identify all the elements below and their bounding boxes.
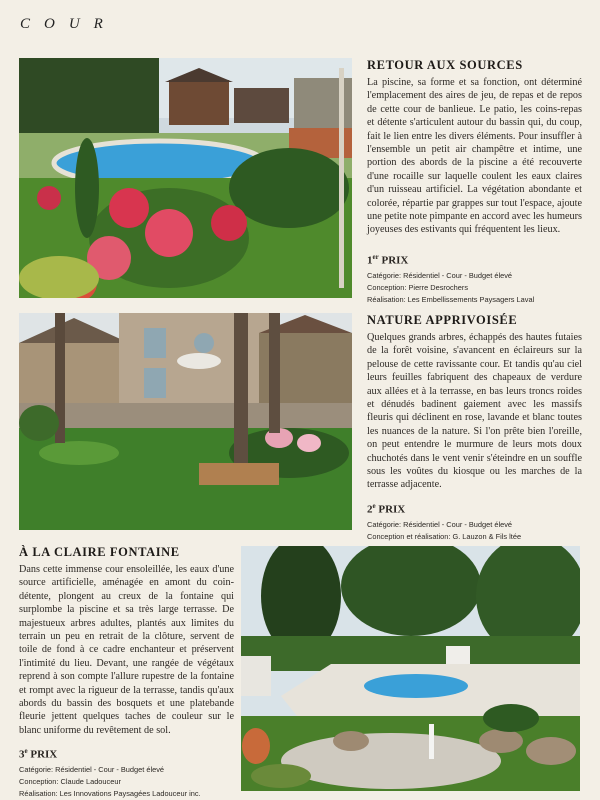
article-title: À LA CLAIRE FONTAINE: [19, 545, 180, 559]
credit-realisation: Réalisation: Les Innovations Paysagées Ladouceur inc.: [19, 788, 201, 798]
prize-category: Catégorie: Résidentiel - Cour - Budget élevé: [367, 270, 513, 280]
prize-category: Catégorie: Résidentiel - Cour - Budget élevé: [19, 764, 165, 774]
article-body: Quelques grands arbres, échappés des hautes futaies de la forêt voisine, s'avancent en éclaireurs sur la pelouse de cette ravissante cour. Et tandis qu'au ciel leurs feuilles fabriquent des chapeaux de verdure aux allées et à la terrasse, en bas leurs troncs roides et dénudés badinent gaiement avec les massifs fleuris qui déclinent en rose, lavande et blanc toutes les nuances de la nature. Si l'on prête bien l'oreille, on peut entendre le murmure de leurs mots doux chuchotés dans le vent venir s'éteindre en un souffle sous les voûtes du kiosque ou les marches de la terrasse adjacente.: [367, 332, 582, 491]
prize-label: 1er PRIX: [367, 252, 409, 267]
article-body: La piscine, sa forme et sa fonction, ont déterminé l'emplacement des aires de jeu, de repas et de repos de cette cour de banlieue. Le patio, les coins-repas et détente s'articulent autour du bassin qui, du coup, fait le lien entre les divers éléments. Pour insuffler à l'ensemble un petit air champêtre et intime, une portion des abords de la piscine a été recouverte d'une rocaille sur laquelle coulent les eaux claires d'un ruisseau artificiel. La végétation abondante et colorée, répartie par grappes sur tout l'espace, ajoute une petite note pimpante en accord avec les humeurs joyeuses des estivants qui fréquentent les lieux.: [367, 77, 582, 236]
fountain-pool-photo: [241, 546, 580, 791]
article-a-la-claire-fontaine: [19, 545, 234, 800]
prize-label: 2e PRIX: [367, 501, 406, 516]
article-title: RETOUR AUX SOURCES: [367, 58, 523, 72]
article-nature-apprivoisee: [367, 313, 582, 543]
credit-realisation: Réalisation: Les Embellissements Paysagers Laval: [367, 294, 535, 304]
credit-conception: Conception: Pierre Desrochers: [367, 282, 469, 292]
prize-label: 3e PRIX: [19, 747, 58, 761]
article-body: Dans cette immense cour ensoleillée, les eaux d'une source artificielle, aménagée en amont du coin-détente, plongent au creux de la fontaine qui surplombe la piscine et sa très large terrasse. De majestueux arbres adultes, plantés aux limites du terrain un peu en retrait de la clôture, servent de toile de fond à ce cadre enchanteur et préservent l'intimité du lieu. Devant, une rangée de végétaux reprend à son compte l'allure rupestre de la fontaine et rompt avec la rigueur de la terrasse, tandis qu'aux abords du bassin des bosquets et une platebande fleurie jettent quelques taches de couleur sur le blanc uniforme du revêtement de sol.: [19, 564, 234, 736]
credit-conception: Conception: Claude Ladouceur: [19, 776, 121, 786]
pool-garden-photo: [19, 58, 352, 298]
section-header: COUR: [20, 16, 117, 32]
prize-category: Catégorie: Résidentiel - Cour - Budget élevé: [367, 519, 513, 529]
house-garden-photo: [19, 313, 352, 530]
credit-conception-realisation: Conception et réalisation: G. Lauzon & Fils ltée: [367, 531, 522, 541]
article-retour-aux-sources: [367, 58, 582, 306]
article-title: NATURE APPRIVOISÉE: [367, 313, 518, 327]
